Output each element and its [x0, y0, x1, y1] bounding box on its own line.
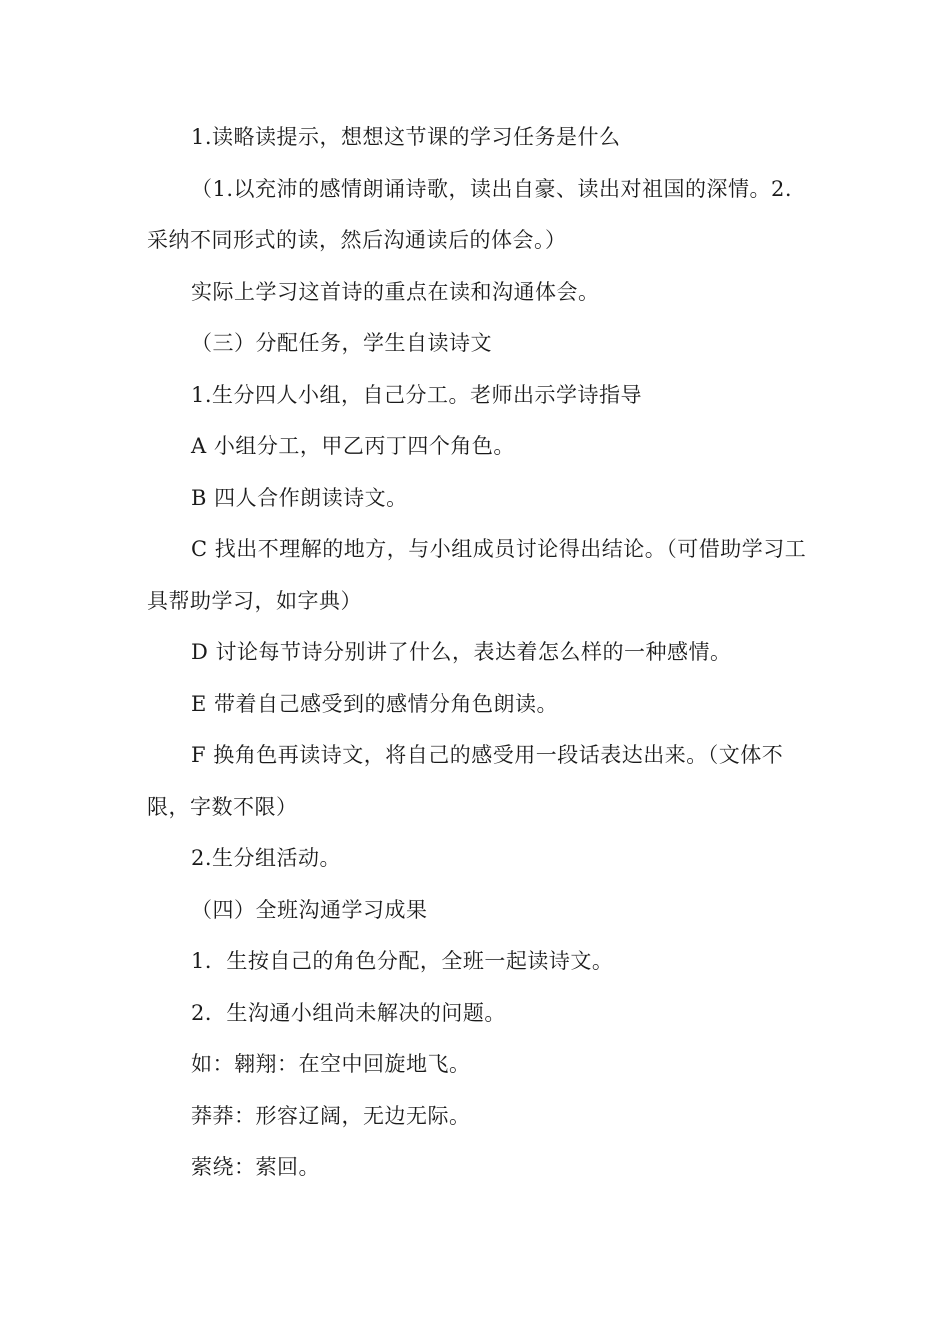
list-item: D 讨论每节诗分别讲了什么，表达着怎么样的一种感情。	[191, 640, 732, 664]
paragraph: 实际上学习这首诗的重点在读和沟通体会。	[191, 279, 600, 304]
list-item: B 四人合作朗读诗文。	[191, 485, 408, 510]
list-item: E 带着自己感受到的感情分角色朗读。	[191, 691, 559, 716]
definition-item: 如：翱翔：在空中回旋地飞。	[191, 1052, 471, 1076]
paragraph: 2.生分组活动。	[191, 846, 342, 870]
list-item: F 换角色再读诗文，将自己的感受用一段话表达出来。（文体不限，字数不限）	[147, 743, 784, 819]
section-heading: （四）全班沟通学习成果	[191, 897, 428, 922]
document-body	[147, 112, 807, 1194]
paragraph: 2．生沟通小组尚未解决的问题。	[191, 1000, 506, 1025]
paragraph: 1．生按自己的角色分配，全班一起读诗文。	[191, 949, 614, 973]
list-item: A 小组分工，甲乙丙丁四个角色。	[191, 434, 515, 458]
list-item: C 找出不理解的地方，与小组成员讨论得出结论。（可借助学习工具帮助学习，如字典）	[147, 537, 807, 613]
paragraph: （1.以充沛的感情朗诵诗歌，读出自豪、读出对祖国的深情。2.采纳不同形式的读，然后沟通读后的体会。）	[147, 176, 793, 252]
paragraph: 1.读略读提示，想想这节课的学习任务是什么	[191, 125, 621, 149]
definition-item: 莽莽：形容辽阔，无边无际。	[191, 1103, 471, 1128]
paragraph: 1.生分四人小组，自己分工。老师出示学诗指导	[191, 382, 643, 407]
definition-item: 萦绕：萦回。	[191, 1155, 320, 1179]
section-heading: （三）分配任务，学生自读诗文	[191, 331, 492, 355]
